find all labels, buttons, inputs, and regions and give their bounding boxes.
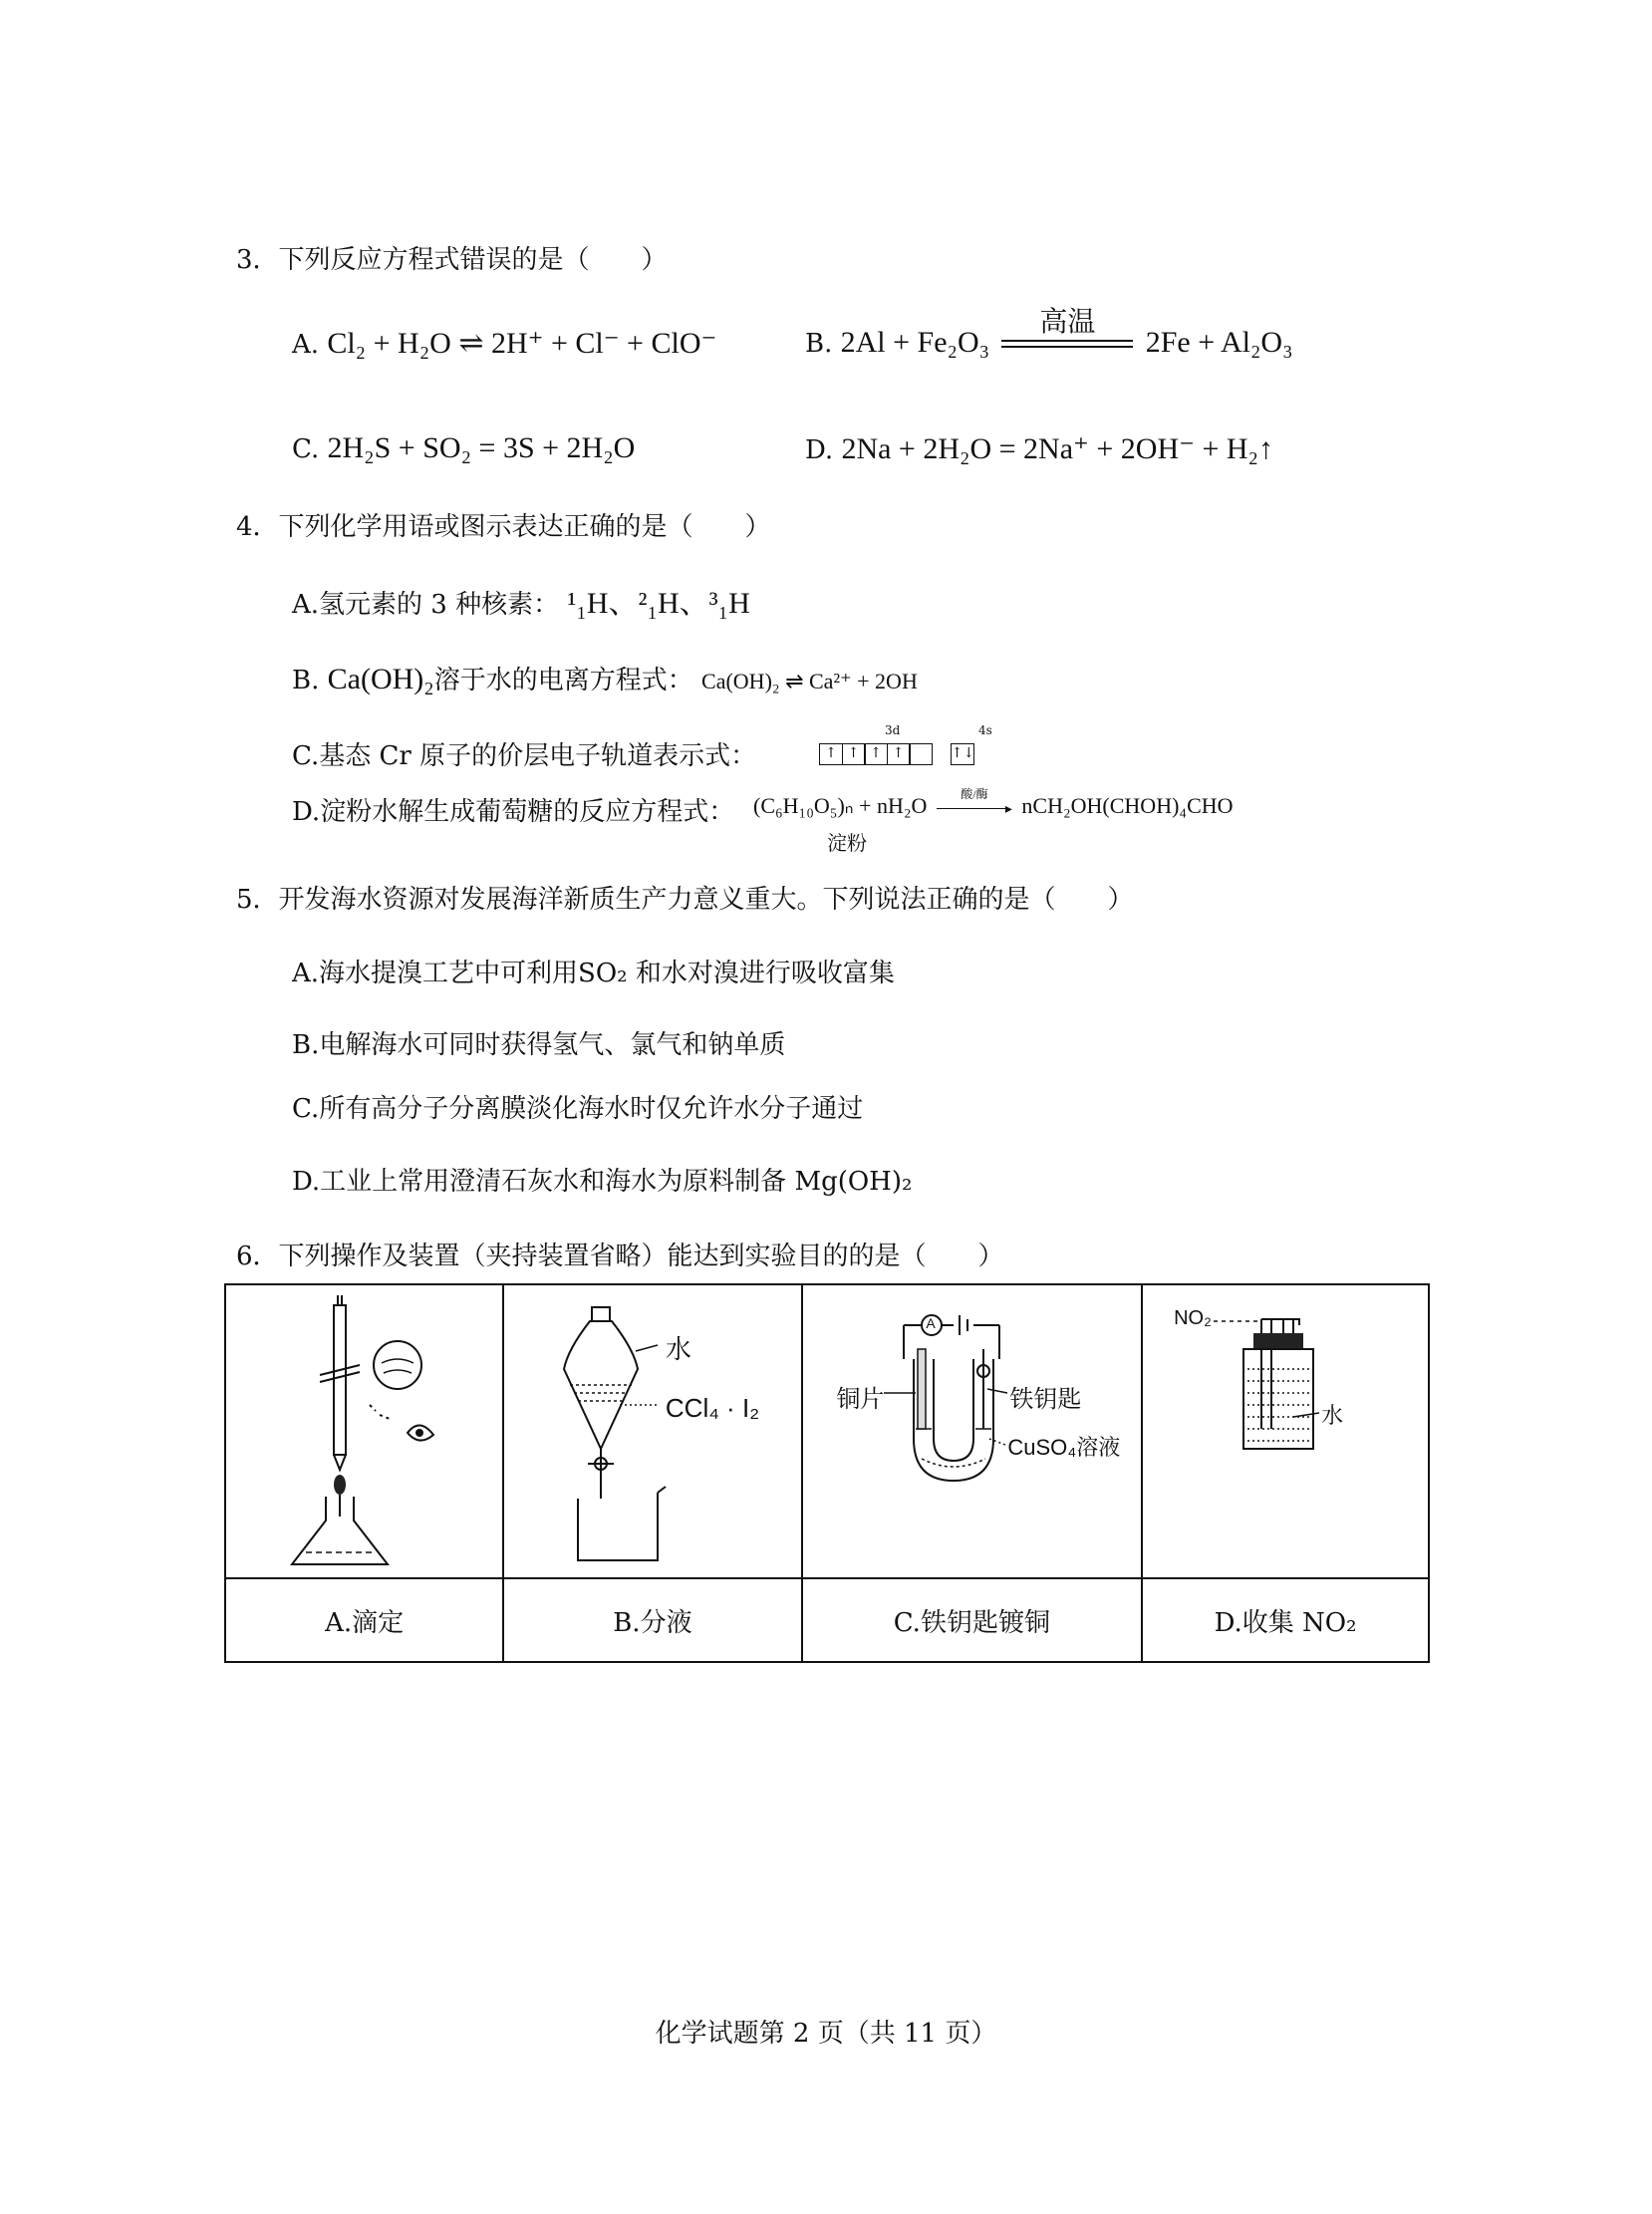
- page-footer: 化学试题第 2 页（共 11 页）: [655, 2019, 997, 2049]
- cell-c-plating: [802, 1284, 1143, 1578]
- q4-c-label-4s: 4s: [978, 723, 992, 737]
- q4-option-c: [292, 735, 756, 772]
- q3-option-d: [805, 431, 1273, 466]
- orbital-4s: ↑↓: [951, 743, 974, 765]
- q4-a-label: A.: [292, 590, 320, 620]
- label-copper: 铜片: [836, 1384, 885, 1413]
- q4-a-formula: ¹₁H、²₁H、³₁H: [567, 587, 750, 620]
- label-water-d: 水: [1321, 1403, 1344, 1429]
- q3-option-c: [292, 431, 635, 465]
- q6-stem: 6．下列操作及装置（夹持装置省略）能达到实验目的的是（ ）: [236, 1242, 1004, 1271]
- q3-b-label: B.: [805, 329, 833, 359]
- q4-d-arrow: 酸/酶 ▸: [933, 798, 1016, 818]
- q5-option-a: A.海水提溴工艺中可利用SO₂ 和水对溴进行吸收富集: [292, 959, 895, 988]
- q3-b-left: 2Al + Fe₂O₃: [840, 326, 990, 359]
- q3-a-label: A.: [292, 330, 320, 360]
- label-ammeter: A: [926, 1314, 936, 1331]
- q3-option-a: [292, 326, 716, 361]
- q3-option-b: [805, 305, 1293, 360]
- orbital-3d-3: ↑: [864, 743, 888, 765]
- q4-stem: 4．下列化学用语或图示表达正确的是（ ）: [236, 512, 771, 542]
- q3-d-eq: 2Na + 2H₂O = 2Na⁺ + 2OH⁻ + H₂↑: [841, 432, 1274, 465]
- orbital-3d-2: ↑: [842, 743, 866, 765]
- q3-b-arrow: [997, 305, 1137, 360]
- q4-c-orbital-diagram: [819, 723, 992, 765]
- q4-d-text: 淀粉水解生成葡萄糖的反应方程式：: [320, 797, 735, 827]
- q4-option-d: [292, 791, 734, 828]
- label-no2: NO₂: [1174, 1306, 1212, 1329]
- gas-collection-bottle: [1144, 1289, 1427, 1574]
- orbital-3d-1: ↑: [819, 743, 843, 765]
- q3-b-right: 2Fe + Al₂O₃: [1145, 326, 1293, 359]
- q4-d-right: nCH₂OH(CHOH)₄CHO: [1021, 793, 1234, 818]
- label-water-b: 水: [665, 1334, 691, 1365]
- q4-d-left: (C₆H₁₀O₅)ₙ + nH₂O: [753, 793, 928, 818]
- caption-c: C.铁钥匙镀铜: [802, 1578, 1143, 1662]
- q3-c-label: C.: [292, 434, 320, 464]
- orbital-3d-5: [909, 743, 933, 765]
- q4-d-label: D.: [292, 797, 321, 827]
- titration-apparatus: [230, 1285, 499, 1570]
- q3-a-eq: Cl₂ + H₂O ⇌ 2H⁺ + Cl⁻ + ClO⁻: [327, 327, 717, 360]
- q5-option-d: D.工业上常用澄清石灰水和海水为原料制备 Mg(OH)₂: [292, 1167, 913, 1197]
- q4-option-a: [292, 578, 750, 622]
- cell-b-separation: [503, 1284, 801, 1578]
- q4-a-text: 氢元素的 3 种核素：: [319, 590, 560, 620]
- q4-option-b: [292, 660, 918, 696]
- caption-a: A.滴定: [225, 1578, 503, 1662]
- caption-d: D.收集 NO₂: [1142, 1578, 1429, 1662]
- q5-stem: 5．开发海水资源对发展海洋新质生产力意义重大。下列说法正确的是（ ）: [236, 885, 1134, 915]
- q4-c-label-3d: 3d: [885, 723, 901, 737]
- q5-option-c: C.所有高分子分离膜淡化海水时仅允许水分子通过: [292, 1094, 864, 1124]
- q3-d-label: D.: [805, 435, 834, 465]
- q4-b-text: 溶于水的电离方程式：: [433, 666, 693, 695]
- cell-d-collect: [1142, 1284, 1429, 1578]
- label-cuso4: CuSO₄溶液: [1007, 1434, 1121, 1460]
- label-ccl4: CCl₄ · I₂: [665, 1392, 760, 1423]
- q4-c-label: C.: [292, 741, 320, 771]
- q4-b-pre: Ca(OH)₂: [327, 663, 434, 695]
- separatory-funnel: [508, 1289, 797, 1574]
- q4-d-equation: [753, 786, 1234, 819]
- q6-table: [224, 1283, 1430, 1663]
- q4-c-text: 基态 Cr 原子的价层电子轨道表示式：: [319, 741, 757, 771]
- caption-b: B.分液: [503, 1578, 801, 1662]
- q3-stem: 3．下列反应方程式错误的是（ ）: [236, 245, 668, 275]
- q4-d-cond: 酸/酶: [961, 786, 988, 801]
- orbital-3d-4: ↑: [887, 743, 911, 765]
- q3-c-eq: 2H₂S + SO₂ = 3S + 2H₂O: [327, 431, 636, 464]
- cell-a-titration: [225, 1284, 503, 1578]
- q5-option-b: B.电解海水可同时获得氢气、氯气和钠单质: [292, 1030, 786, 1060]
- label-iron-key: 铁钥匙: [1009, 1384, 1082, 1413]
- q4-b-formula: Ca(OH)₂ ⇌ Ca²⁺ + 2OH: [701, 669, 918, 693]
- q3-b-cond: 高温: [1039, 305, 1096, 338]
- q4-d-under: 淀粉: [827, 831, 867, 855]
- q4-b-label: B.: [292, 666, 320, 695]
